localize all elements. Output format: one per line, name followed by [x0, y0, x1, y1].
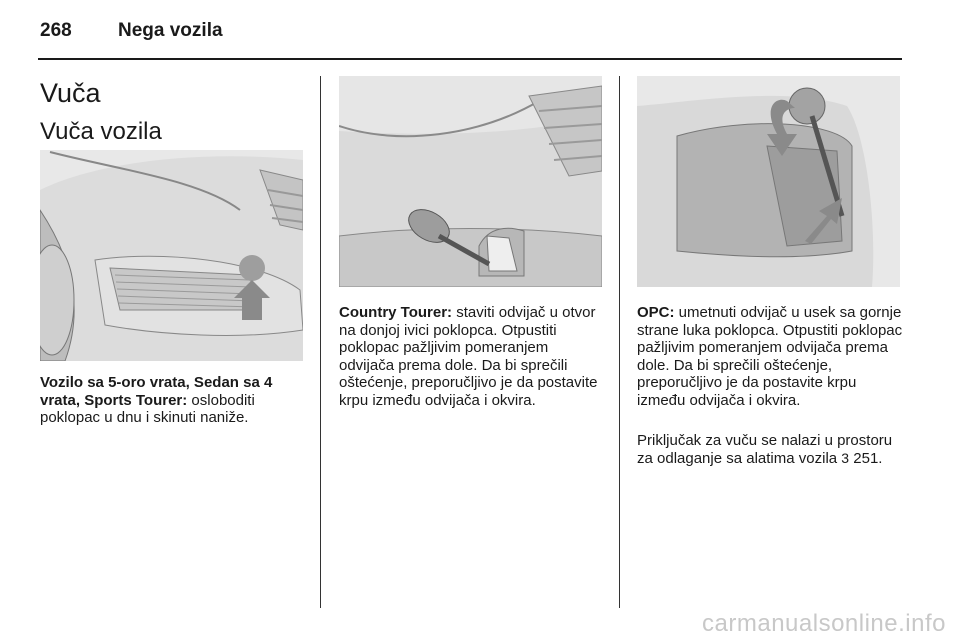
paragraph-tow-location [637, 432, 903, 467]
page-header [40, 20, 902, 60]
paragraph-text: umetnuti odvijač u usek sa gornje strane luka poklopca. Otpustiti poklopac pažljivim pomeranjem odvijača prema dole. Da bi sprečili oštećenje, preporučljivo je da postavite krpu između odvijača i okvira. [637, 304, 903, 409]
paragraph-standard [40, 374, 312, 427]
header-rule [38, 58, 902, 60]
paragraph-opc [637, 304, 903, 410]
column-divider [619, 76, 620, 608]
page-reference-arrow-icon: 3 [841, 449, 850, 466]
chapter-title: Nega vozila [118, 20, 223, 41]
figure-country-tourer [339, 76, 602, 287]
figure-bumper-grille [40, 150, 303, 361]
paragraph-text: osloboditi poklopac u dnu i skinuti naniže. [40, 391, 255, 427]
paragraph-text: staviti odvijač u otvor na donjoj ivici poklopca. Otpustiti poklopac pažljivim pomeranjem odvijača prema dole. Da bi sprečili oštećenje, preporučljivo je da postavite krpu između odvijača i okvira. [339, 304, 598, 409]
section-title: Vuča [40, 78, 101, 108]
column-divider [320, 76, 321, 608]
paragraph-text: Priključak za vuču se nalazi u prostoru za odlaganje sa alatima vozila [637, 432, 893, 467]
watermark: carmanualsonline.info [702, 610, 946, 637]
page-number: 268 [40, 20, 72, 41]
paragraph-country-tourer [339, 304, 607, 410]
paragraph-label: Country Tourer: [339, 304, 453, 321]
page-reference[interactable]: 251. [849, 449, 883, 467]
paragraph-label: OPC: [637, 304, 675, 321]
subsection-title: Vuča vozila [40, 118, 162, 145]
paragraph-label: Vozilo sa 5-oro vrata, Sedan sa 4 vrata, Sports Tourer: [40, 374, 273, 409]
figure-opc [637, 76, 900, 287]
